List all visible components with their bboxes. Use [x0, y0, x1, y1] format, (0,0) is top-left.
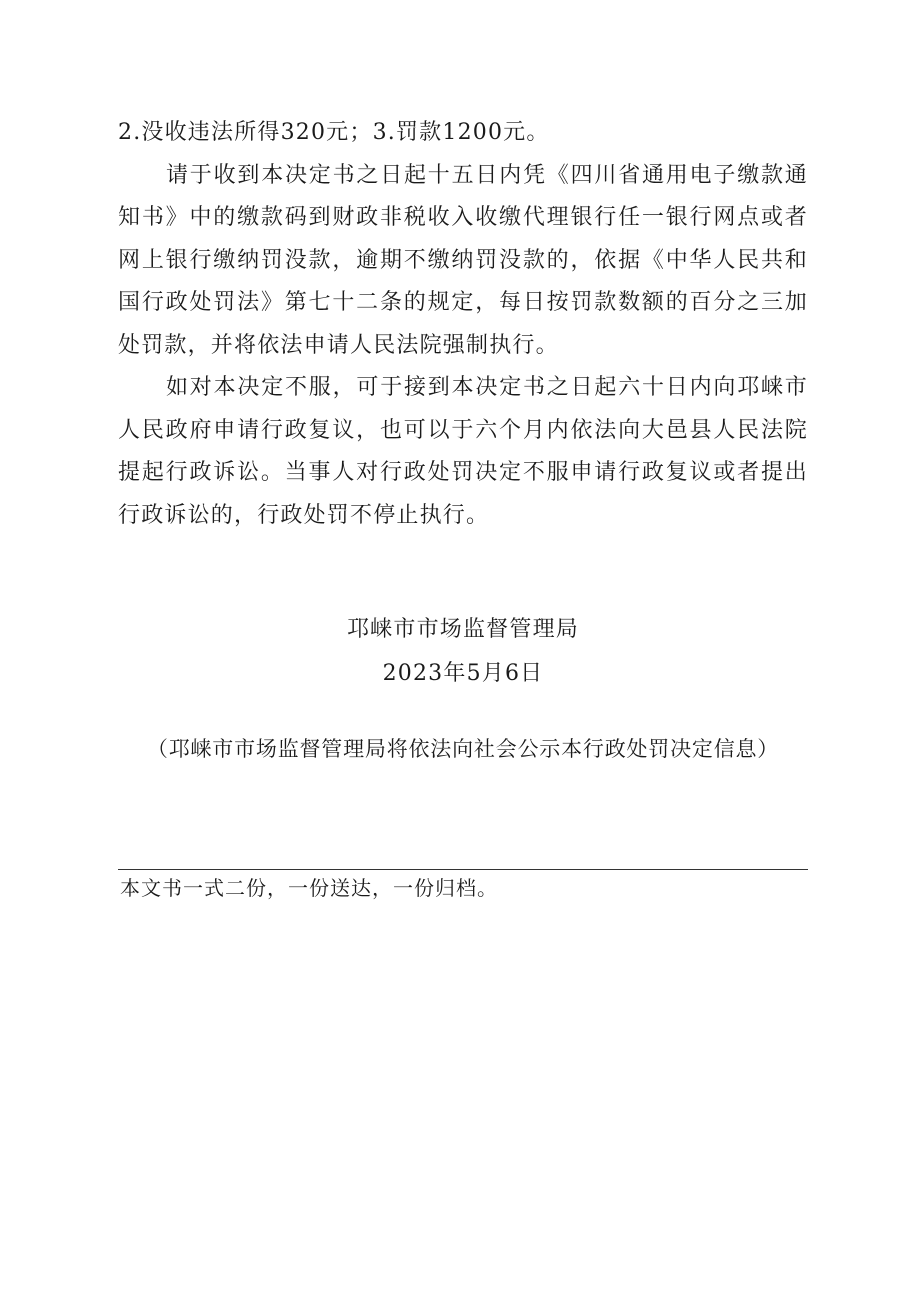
decision-body: [118, 112, 808, 537]
signature-organization: 邛崃市市场监督管理局: [346, 617, 579, 642]
copies-note: 本文书一式二份，一份送达，一份归档。: [120, 876, 498, 900]
payment-paragraph: 请于收到本决定书之日起十五日内凭《四川省通用电子缴款通知书》中的缴款码到财政非税收入收缴代理银行任一银行网点或者网上银行缴纳罚没款，逾期不缴纳罚没款的，依据《中华人民共和国行政处罚法》第七十二条的规定，每日按罚款数额的百分之三加处罚款，并将依法申请人民法院强制执行。: [118, 162, 808, 358]
signature-date: 2023年5月6日: [382, 661, 544, 686]
confiscation-line: 2.没收违法所得320元；3.罚款1200元。: [118, 120, 550, 145]
publicity-notice: （邛崃市市场监督管理局将依法向社会公示本行政处罚决定信息）: [146, 737, 780, 761]
footer-divider: [118, 869, 808, 870]
appeal-paragraph: 如对本决定不服，可于接到本决定书之日起六十日内向邛崃市人民政府申请行政复议，也可以于六个月内依法向大邑县人民法院提起行政诉讼。当事人对行政处罚决定不服申请行政复议或者提出行政诉讼的，行政处罚不停止执行。: [118, 375, 808, 528]
